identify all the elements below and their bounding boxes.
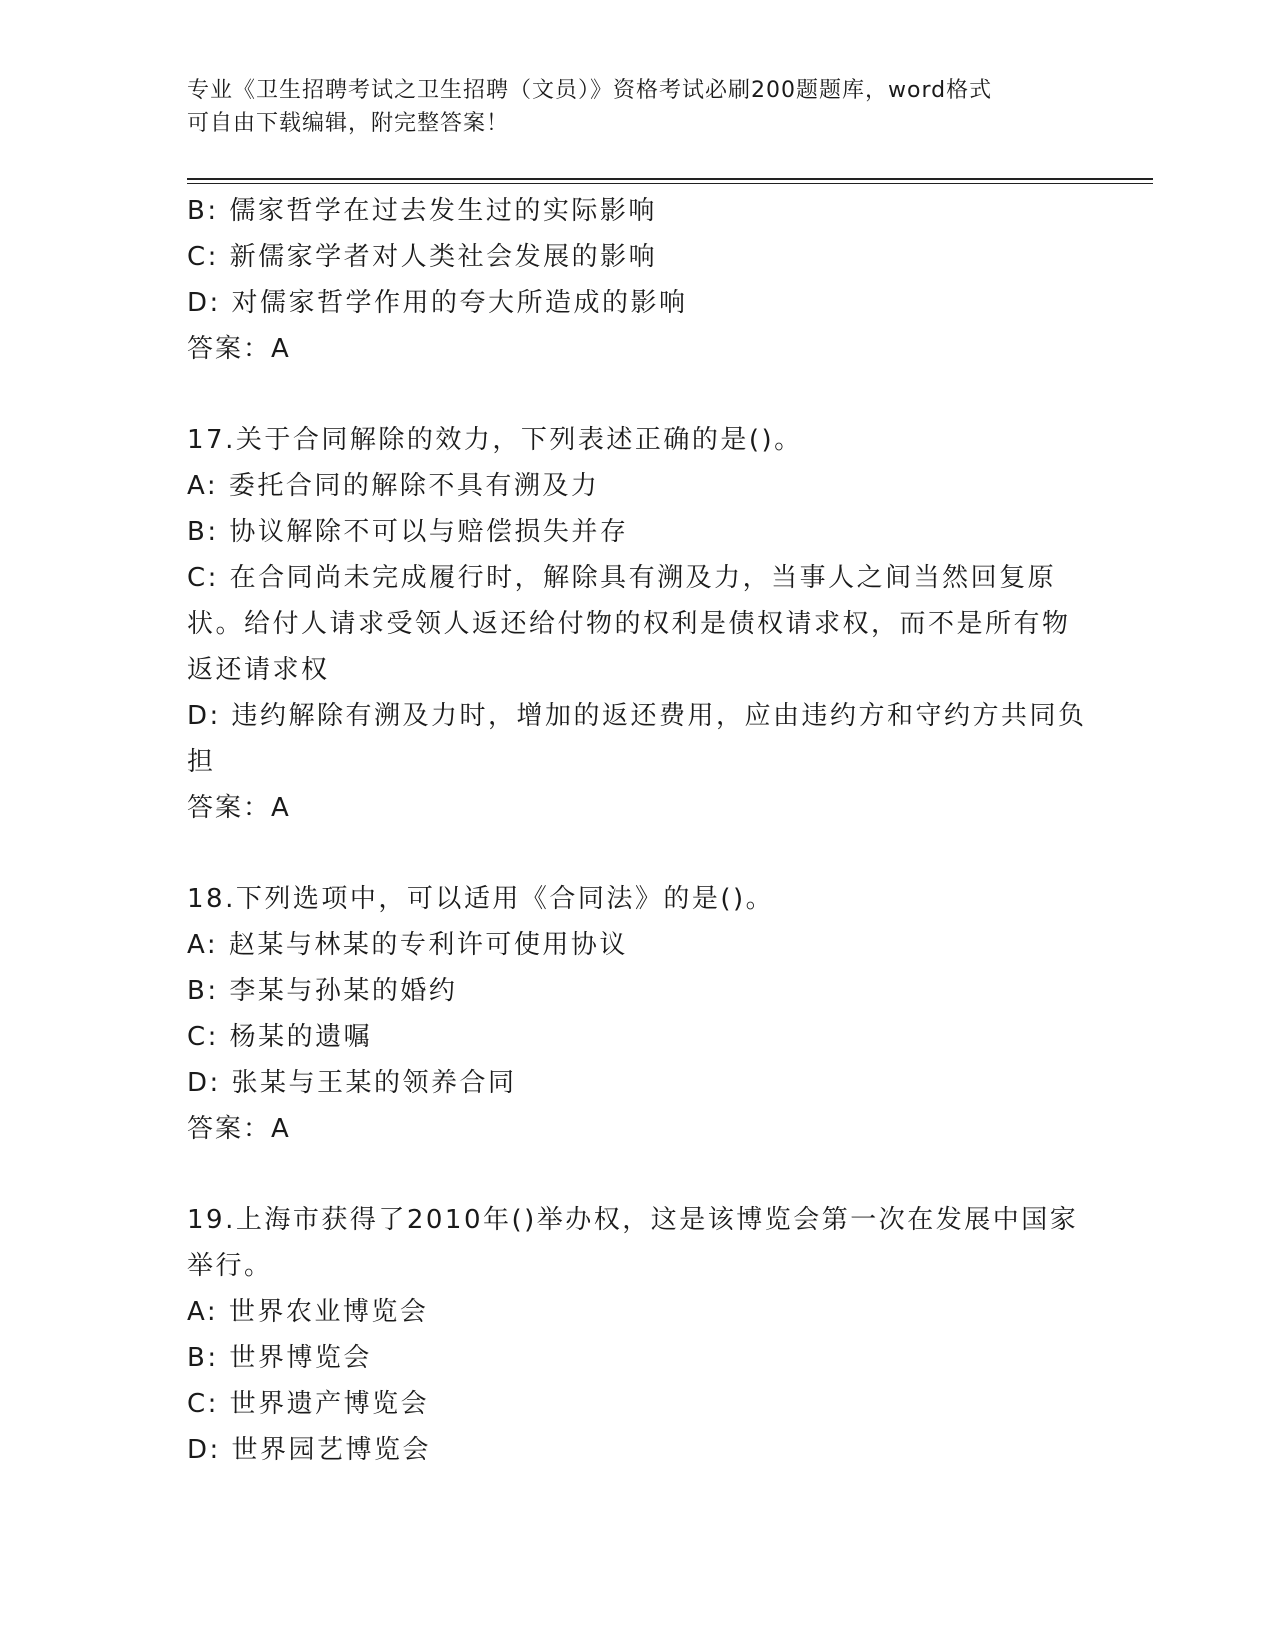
answer-line: 答案：A [187,334,291,364]
option-b: B: 李某与孙某的婚约 [187,976,458,1006]
option-c: C: 杨某的遗嘱 [187,1022,373,1052]
answer-line: 答案：A [187,1114,291,1144]
header-line-1: 专业《卫生招聘考试之卫生招聘（文员）》资格考试必刷200题题库，word格式 [187,78,993,103]
option-b: B: 世界博览会 [187,1343,372,1373]
question-16-continuation [187,188,1087,372]
option-c: C: 在合同尚未完成履行时，解除具有溯及力，当事人之间当然回复原状。给付人请求受领人返还给付物的权利是债权请求权，而不是所有物返还请求权 [187,563,1071,685]
option-d: D: 张某与王某的领养合同 [187,1068,517,1098]
document-header [187,74,1087,140]
question-stem: 17.关于合同解除的效力，下列表述正确的是()。 [187,425,803,455]
option-a: A: 世界农业博览会 [187,1297,429,1327]
option-c: C: 新儒家学者对人类社会发展的影响 [187,242,658,272]
option-b: B: 儒家哲学在过去发生过的实际影响 [187,196,657,226]
option-d: D: 世界园艺博览会 [187,1435,432,1465]
document-body [187,188,1087,1473]
option-a: A: 委托合同的解除不具有溯及力 [187,471,600,501]
question-19 [187,1197,1087,1473]
option-c: C: 世界遗产博览会 [187,1389,430,1419]
header-rule-thin [187,183,1153,184]
question-18 [187,876,1087,1152]
option-b: B: 协议解除不可以与赔偿损失并存 [187,517,629,547]
option-d: D: 违约解除有溯及力时，增加的返还费用，应由违约方和守约方共同负担 [187,701,1087,777]
question-stem: 19.上海市获得了2010年()举办权，这是该博览会第一次在发展中国家举行。 [187,1205,1079,1281]
option-d: D: 对儒家哲学作用的夸大所造成的影响 [187,288,688,318]
header-line-2: 可自由下载编辑，附完整答案！ [187,111,510,136]
answer-line: 答案：A [187,793,291,823]
question-stem: 18.下列选项中，可以适用《合同法》的是()。 [187,884,775,914]
question-17 [187,417,1087,831]
header-rule-thick [187,178,1153,180]
option-a: A: 赵某与林某的专利许可使用协议 [187,930,628,960]
